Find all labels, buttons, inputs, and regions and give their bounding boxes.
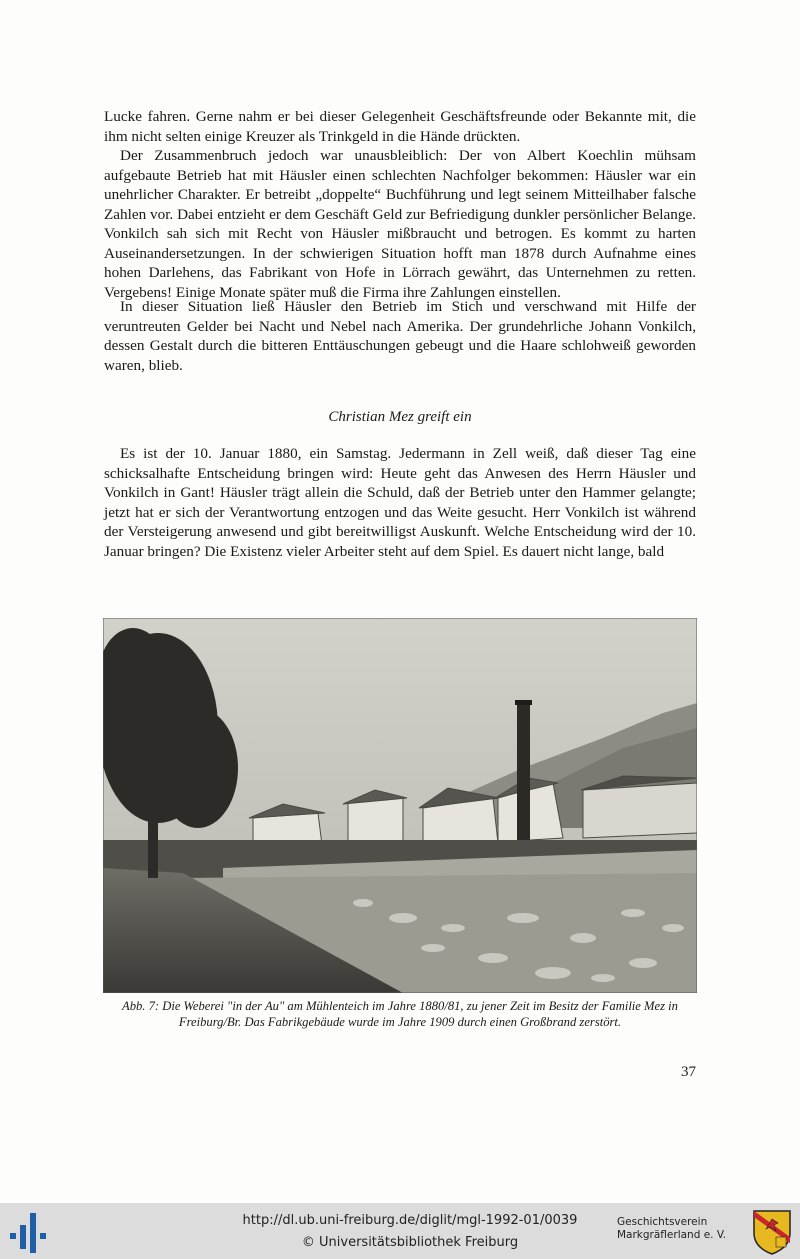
paragraph-1: Lucke fahren. Gerne nahm er bei dieser Gelegenheit Geschäftsfreunde oder Bekannte mit, die ihm nicht selten einige Kreuzer als Trinkgeld in die Hände drückten. [104, 108, 696, 145]
footer-bar [0, 1203, 800, 1259]
page-number: 37 [681, 1064, 696, 1080]
figure-caption: Abb. 7: Die Weberei "in der Au" am Mühlenteich im Jahre 1880/81, zu jener Zeit im Besitz der Familie Mez in Freiburg/Br. Das Fabrikgebäude wurde im Jahre 1909 durch einen Großbrand zerstört. [122, 999, 678, 1029]
society-line-2: Markgräflerland e. V. [617, 1229, 727, 1241]
footer-url-link[interactable]: http://dl.ub.uni-freiburg.de/diglit/mgl-1992-01/0039 [242, 1213, 578, 1228]
society-name [617, 1216, 747, 1242]
historic-photo [103, 618, 697, 993]
library-logo-icon[interactable] [10, 1211, 50, 1255]
paragraph-4: Es ist der 10. Januar 1880, ein Samstag. Jedermann in Zell weiß, daß dieser Tag eine schicksalhafte Entscheidung bringen wird: Heute geht das Anwesen des Herrn Häusler und Vonkilch in Gant! Häusler trägt allein die Schuld, daß der Betrieb unter den Hammer gelangte; jetzt hat er sich der Verantwortung entzogen und das Weite gesucht. Herr Vonkilch ist während der Versteigerung anwesend und gibt bereitwilligst Auskunft. Welche Entscheidung wird der 10. Januar bringen? Die Existenz vieler Arbeiter steht auf dem Spiel. Es dauert nicht lange, bald [104, 445, 696, 560]
footer-copyright: © Universitätsbibliothek Freiburg [301, 1235, 519, 1250]
paragraph-3: In dieser Situation ließ Häusler den Betrieb im Stich und verschwand mit Hilfe der veruntreuten Gelder bei Nacht und Nebel nach Amerika. Der grundehrliche Johann Vonkilch, dessen Gestalt durch die bitteren Enttäuschungen gebeugt und die Haare schlohweiß geworden waren, blieb. [104, 298, 696, 374]
paragraph-2: Der Zusammenbruch jedoch war unausbleiblich: Der von Albert Koechlin mühsam aufgebaute Betrieb hat mit Häusler einen schlechten Nachfolger bekommen: Häusler war ein unehrlicher Charakter. Er betreibt „doppelte“ Buchführung und legt seinem Mitteilhaber falsche Zahlen vor. Dabei entzieht er dem Geschäft Geld zur Befriedigung dunkler persönlicher Belange. Vonkilch sah sich mit Recht von Häusler mißbraucht und betrogen. Es kommt zu harten Auseinandersetzungen. In der schwierigen Situation hofft man 1878 durch Aufnahme eines hohen Darlehens, das Fabrikant von Hofe in Lörrach gewährt, das Unternehmen zu retten. Vergebens! Einige Monate später muß die Firma ihre Zahlungen einstellen. [104, 147, 696, 301]
section-heading: Christian Mez greift ein [328, 409, 472, 425]
society-line-1: Geschichtsverein [617, 1216, 708, 1228]
photo-chimney [517, 702, 530, 844]
society-crest-icon[interactable] [752, 1209, 792, 1255]
